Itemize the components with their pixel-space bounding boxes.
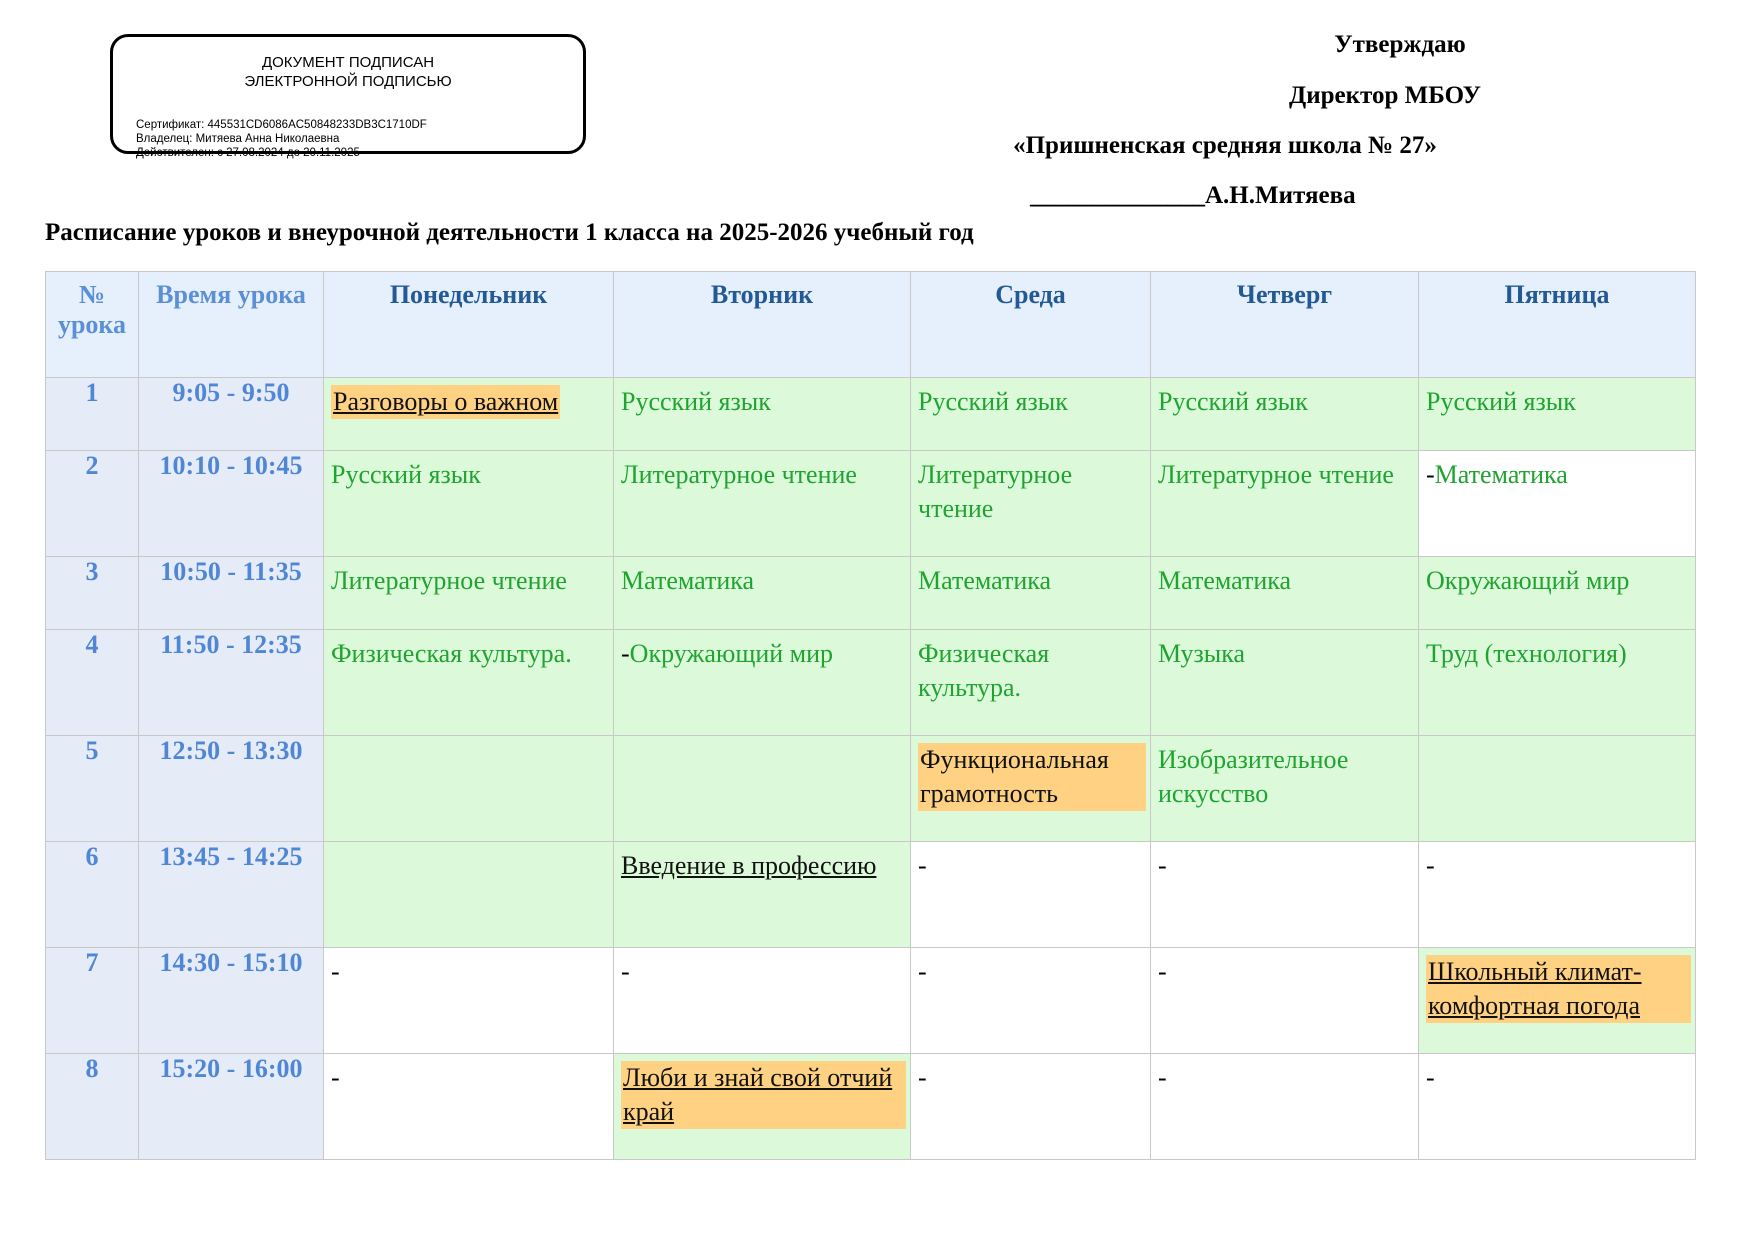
header-thursday: Четверг (1151, 272, 1419, 378)
lesson-cell: - (918, 851, 927, 880)
lesson-cell: - (331, 957, 340, 986)
lesson-cell (614, 736, 910, 743)
table-header-row (46, 272, 1696, 378)
lesson-number: 3 (46, 557, 139, 630)
lesson-cell: - (621, 957, 630, 986)
stamp-line-1: ДОКУМЕНТ ПОДПИСАН (261, 54, 435, 71)
lesson-cell: Русский язык (1158, 387, 1308, 416)
lesson-number: 6 (46, 842, 139, 948)
lesson-number: 4 (46, 630, 139, 736)
lesson-time: 10:10 - 10:45 (139, 451, 324, 557)
dash-mark: - (1426, 460, 1435, 489)
lesson-cell: - (331, 1063, 340, 1092)
lesson-number: 7 (46, 948, 139, 1054)
lesson-number: 8 (46, 1054, 139, 1160)
lesson-cell: Труд (технология) (1426, 639, 1627, 668)
approval-signature-line: ______________А.Н.Митяева (1030, 182, 1356, 209)
lesson-cell: Русский язык (918, 387, 1068, 416)
lesson-cell: Литературное чтение (918, 460, 1073, 523)
lesson-cell: Русский язык (331, 460, 481, 489)
table-row (46, 842, 1696, 948)
highlighted-lesson: Функциональная грамотность (918, 743, 1146, 811)
stamp-certificate: Сертификат: 445531CD6086AC50848233DB3C1710DF (136, 119, 427, 131)
lesson-cell: Математика (1158, 566, 1292, 595)
header-tuesday: Вторник (614, 272, 911, 378)
lesson-text: Математика (1434, 460, 1568, 489)
lesson-cell: Физическая культура. (918, 639, 1050, 702)
lesson-cell: - (1158, 957, 1167, 986)
lesson-cell: Литературное чтение (621, 460, 857, 489)
table-row (46, 378, 1696, 451)
lesson-cell (324, 842, 613, 849)
table-row (46, 557, 1696, 630)
lesson-cell: Изобразительное искусство (1158, 745, 1349, 808)
table-row (46, 630, 1696, 736)
stamp-owner: Владелец: Митяева Анна Николаевна (136, 133, 340, 145)
lesson-cell (324, 736, 613, 743)
lesson-cell (324, 378, 613, 419)
highlighted-lesson: Разговоры о важном (331, 385, 560, 419)
lesson-cell: - (918, 1063, 927, 1092)
table-row (46, 948, 1696, 1054)
header-friday: Пятница (1419, 272, 1696, 378)
header-lesson-time: Время урока (139, 272, 324, 378)
lesson-cell: Русский язык (621, 387, 771, 416)
header-monday: Понедельник (324, 272, 614, 378)
document-title: Расписание уроков и внеурочной деятельности 1 класса на 2025-2026 учебный год (45, 219, 974, 246)
lesson-time: 13:45 - 14:25 (139, 842, 324, 948)
lesson-cell: Музыка (1158, 639, 1245, 668)
lesson-cell: - (1426, 1063, 1435, 1092)
lesson-cell: - (1426, 851, 1435, 880)
lesson-cell: Окружающий мир (1426, 566, 1630, 595)
highlighted-lesson: Люби и знай свой отчий край (621, 1061, 906, 1129)
stamp-line-2: ЭЛЕКТРОННОЙ ПОДПИСЬЮ (244, 73, 452, 90)
stamp-header (113, 53, 583, 91)
lesson-cell: Литературное чтение (1158, 460, 1394, 489)
lesson-cell (614, 842, 910, 883)
stamp-validity: Действителен: с 27.08.2024 до 20.11.2025 (136, 147, 360, 159)
approval-line-2: Директор МБОУ (1289, 82, 1481, 109)
lesson-cell: Математика (621, 566, 755, 595)
approval-line-3: «Пришненская средняя школа № 27» (1013, 132, 1437, 159)
lesson-number: 5 (46, 736, 139, 842)
lesson-cell (1419, 451, 1695, 492)
lesson-time: 11:50 - 12:35 (139, 630, 324, 736)
dash-mark: - (621, 639, 630, 668)
header-lesson-number: № урока (46, 272, 139, 378)
lesson-number: 2 (46, 451, 139, 557)
lesson-time: 9:05 - 9:50 (139, 378, 324, 451)
lesson-cell (614, 1054, 910, 1129)
lesson-number: 1 (46, 378, 139, 451)
lesson-cell (1419, 948, 1695, 1023)
lesson-cell (911, 736, 1150, 811)
lesson-time: 14:30 - 15:10 (139, 948, 324, 1054)
lesson-time: 12:50 - 13:30 (139, 736, 324, 842)
lesson-time: 15:20 - 16:00 (139, 1054, 324, 1160)
approval-line-1: Утверждаю (1334, 31, 1466, 58)
table-row (46, 736, 1696, 842)
lesson-cell: - (1158, 1063, 1167, 1092)
table-row (46, 451, 1696, 557)
lesson-cell: - (918, 957, 927, 986)
lesson-cell: Литературное чтение (331, 566, 567, 595)
header-wednesday: Среда (911, 272, 1151, 378)
lesson-cell: - (1158, 851, 1167, 880)
lesson-text: Окружающий мир (629, 639, 834, 668)
highlighted-lesson: Школьный климат-комфортная погода (1426, 955, 1691, 1023)
lesson-cell (1419, 736, 1695, 743)
stamp-meta (136, 118, 427, 160)
lesson-cell (614, 630, 910, 671)
lesson-cell: Математика (918, 566, 1052, 595)
signature-stamp (110, 34, 586, 159)
schedule-table (45, 271, 1696, 1160)
underlined-lesson: Введение в профессию (621, 851, 877, 880)
lesson-cell: Физическая культура. (331, 639, 572, 668)
lesson-cell: Русский язык (1426, 387, 1576, 416)
table-row (46, 1054, 1696, 1160)
lesson-time: 10:50 - 11:35 (139, 557, 324, 630)
